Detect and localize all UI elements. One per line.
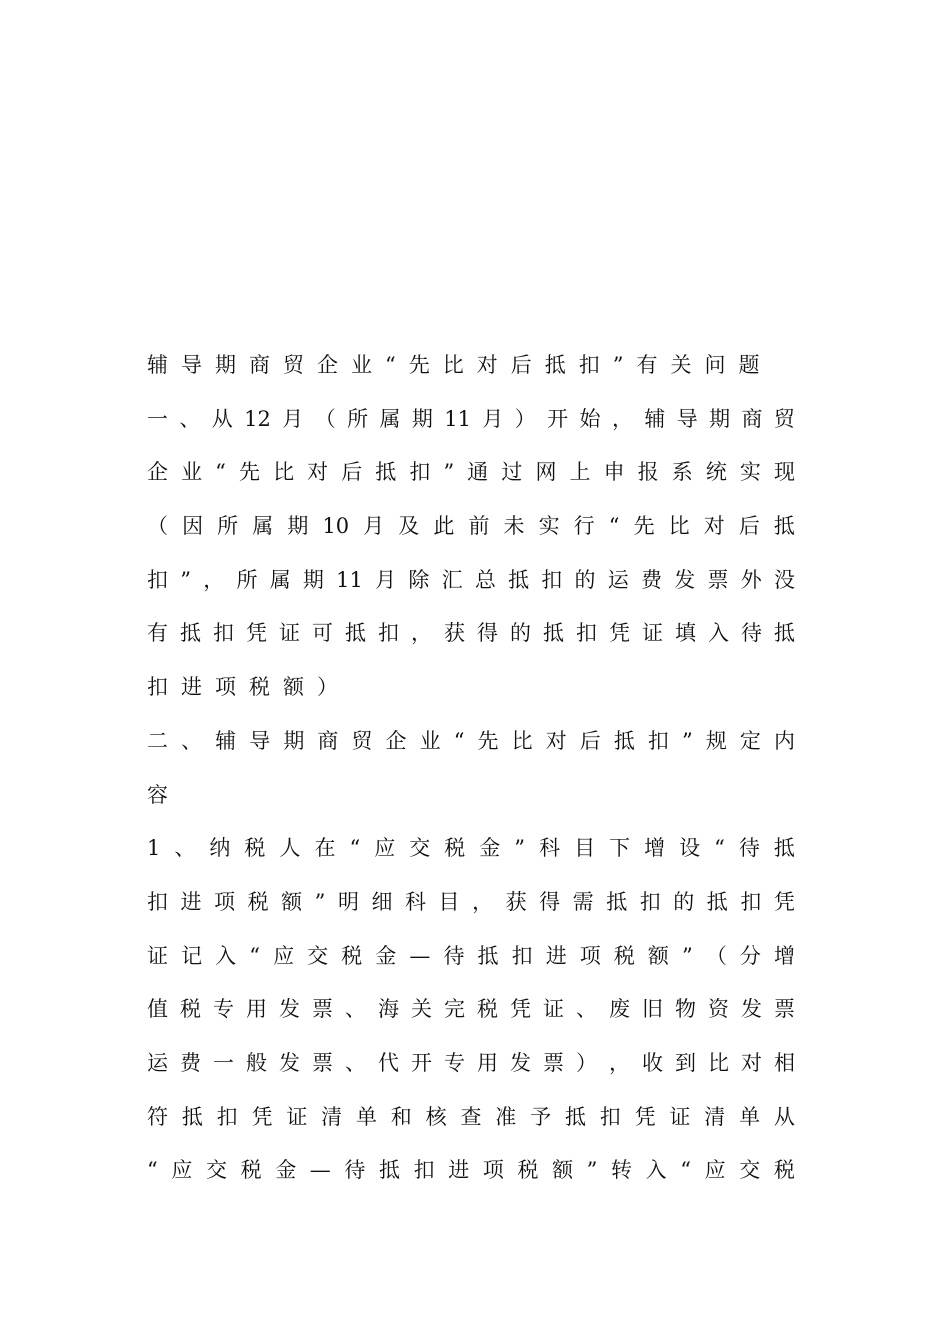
doc-line: 有 抵 扣 凭 证 可 抵 扣 ， 获 得 的 抵 扣 凭 证 填 入 待 抵 bbox=[147, 621, 795, 646]
doc-line: 运 费 一 般 发 票 、 代 开 专 用 发 票 ） ， 收 到 比 对 相 bbox=[147, 1050, 795, 1075]
doc-line: 扣 进 项 税 额 ） bbox=[147, 675, 338, 700]
doc-line: 证 记 入 “ 应 交 税 金 — 待 抵 扣 进 项 税 额 ” （ 分 增 bbox=[147, 943, 795, 968]
doc-line: （ 因 所 属 期 10 月 及 此 前 未 实 行 “ 先 比 对 后 抵 bbox=[147, 514, 795, 539]
doc-line: 容 bbox=[147, 782, 168, 807]
doc-line: 扣 进 项 税 额 ” 明 细 科 目 ， 获 得 需 抵 扣 的 抵 扣 凭 bbox=[147, 889, 795, 914]
doc-line: 企 业 “ 先 比 对 后 抵 扣 ” 通 过 网 上 申 报 系 统 实 现 bbox=[147, 460, 795, 485]
doc-line: 值 税 专 用 发 票 、 海 关 完 税 凭 证 、 废 旧 物 资 发 票 bbox=[147, 997, 795, 1022]
doc-line: 一 、 从 12 月 （ 所 属 期 11 月 ） 开 始 ， 辅 导 期 商 贸 bbox=[147, 406, 795, 431]
doc-line: 符 抵 扣 凭 证 清 单 和 核 查 准 予 抵 扣 凭 证 清 单 从 bbox=[147, 1104, 795, 1129]
section-heading: 二 、 辅 导 期 商 贸 企 业 “ 先 比 对 后 抵 扣 ” 规 定 内 bbox=[147, 728, 795, 753]
document-body bbox=[147, 339, 795, 1198]
doc-line: 1 、 纳 税 人 在 “ 应 交 税 金 ” 科 目 下 增 设 “ 待 抵 bbox=[147, 836, 795, 861]
doc-line: “ 应 交 税 金 — 待 抵 扣 进 项 税 额 ” 转 入 “ 应 交 税 bbox=[147, 1158, 795, 1183]
doc-line: 扣 ” ， 所 属 期 11 月 除 汇 总 抵 扣 的 运 费 发 票 外 没 bbox=[147, 567, 795, 592]
doc-title: 辅 导 期 商 贸 企 业 “ 先 比 对 后 抵 扣 ” 有 关 问 题 bbox=[147, 353, 760, 377]
